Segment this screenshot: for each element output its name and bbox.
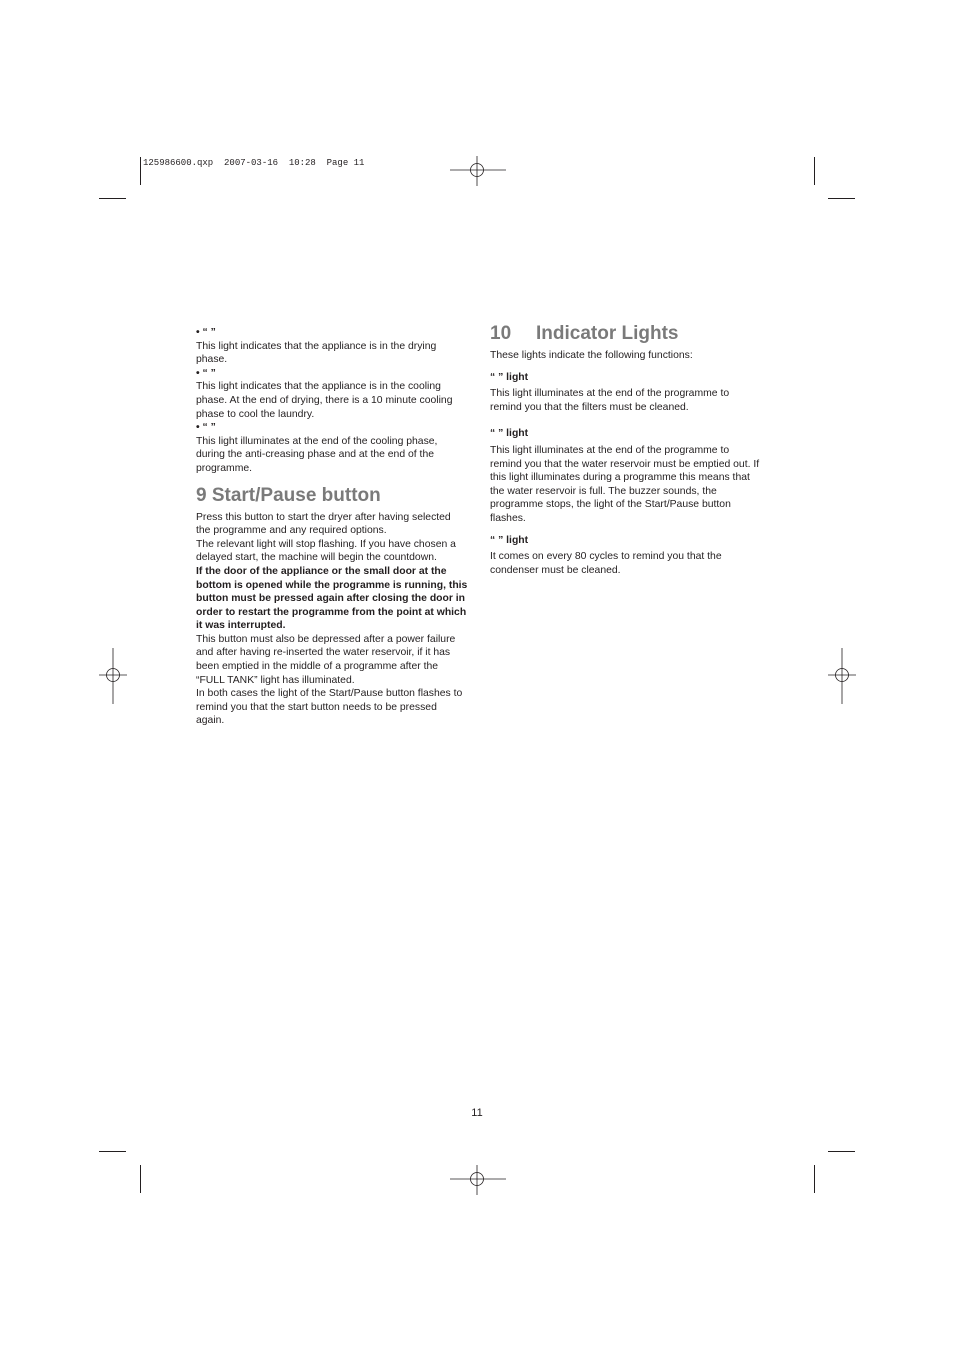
section-9-title: 9 Start/Pause button <box>196 484 381 506</box>
section-10-number: 10 <box>490 323 512 344</box>
registration-mark-icon <box>99 648 127 704</box>
drying-light-text: This light indicates that the appliance is in the drying phase. <box>196 340 437 366</box>
condenser-light-heading: “ ” light <box>490 534 529 546</box>
crop-mark <box>140 1165 141 1193</box>
section-9-warning: If the door of the appliance or the small door at the bottom is opened while the programme is running, this button must be pressed again after closing the door in order to restart the programme from the point at which it was interrupted. <box>196 565 468 632</box>
crop-mark <box>814 1165 815 1193</box>
full-tank-light-text: This light illuminates at the end of the programme to remind you that the water reservoir must be emptied out. If this light illuminates during a programme this means that the water reservoir is full. The buzzer sounds, the programme stops, the light of the Start/Pause button flashes. <box>490 444 760 524</box>
crop-mark <box>828 1151 855 1152</box>
left-column <box>196 326 468 728</box>
registration-mark-icon <box>450 156 506 186</box>
condenser-light-text: It comes on every 80 cycles to remind you that the condenser must be cleaned. <box>490 551 722 576</box>
section-10-intro: These lights indicate the following functions: <box>490 350 693 361</box>
section-9-paragraph: Press this button to start the dryer after having selected the programme and any required options. <box>196 511 451 537</box>
cooling-light-heading: • “ ” <box>196 367 216 379</box>
section-10-title-text: Indicator Lights <box>536 323 679 344</box>
crop-mark <box>99 198 126 199</box>
filter-light-heading: “ ” light <box>490 371 529 383</box>
end-light-text: This light illuminates at the end of the cooling phase, during the anti-creasing phase and at the end of the programme. <box>196 435 438 474</box>
page-number: 11 <box>471 1107 483 1119</box>
print-slug: 125986600.qxp 2007-03-16 10:28 Page 11 <box>143 158 365 168</box>
section-10-title <box>490 322 760 346</box>
section-9-paragraph: This button must also be depressed after a power failure and after having re-inserted the water reservoir, if it has been emptied in the middle of a programme after the “FULL TANK” light has illuminated. <box>196 633 456 686</box>
section-9-paragraph: In both cases the light of the Start/Pause button flashes to remind you that the start button needs to be pressed again. <box>196 688 463 727</box>
end-light-heading: • “ ” <box>196 422 216 434</box>
crop-mark <box>828 198 855 199</box>
drying-light-heading: • “ ” <box>196 327 216 338</box>
registration-mark-icon <box>828 648 856 704</box>
right-column <box>490 322 760 577</box>
cooling-light-text: This light indicates that the appliance is in the cooling phase. At the end of drying, there is a 10 minute cooling phase to cool the laundry. <box>196 381 453 420</box>
filter-light-text: This light illuminates at the end of the programme to remind you that the filters must be cleaned. <box>490 388 730 413</box>
full-tank-light-heading: “ ” light <box>490 428 529 440</box>
registration-mark-icon <box>450 1165 506 1195</box>
crop-mark <box>814 157 815 185</box>
crop-mark <box>140 157 141 185</box>
crop-mark <box>99 1151 126 1152</box>
section-9-paragraph: The relevant light will stop flashing. If you have chosen a delayed start, the machine will begin the countdown. <box>196 538 456 564</box>
